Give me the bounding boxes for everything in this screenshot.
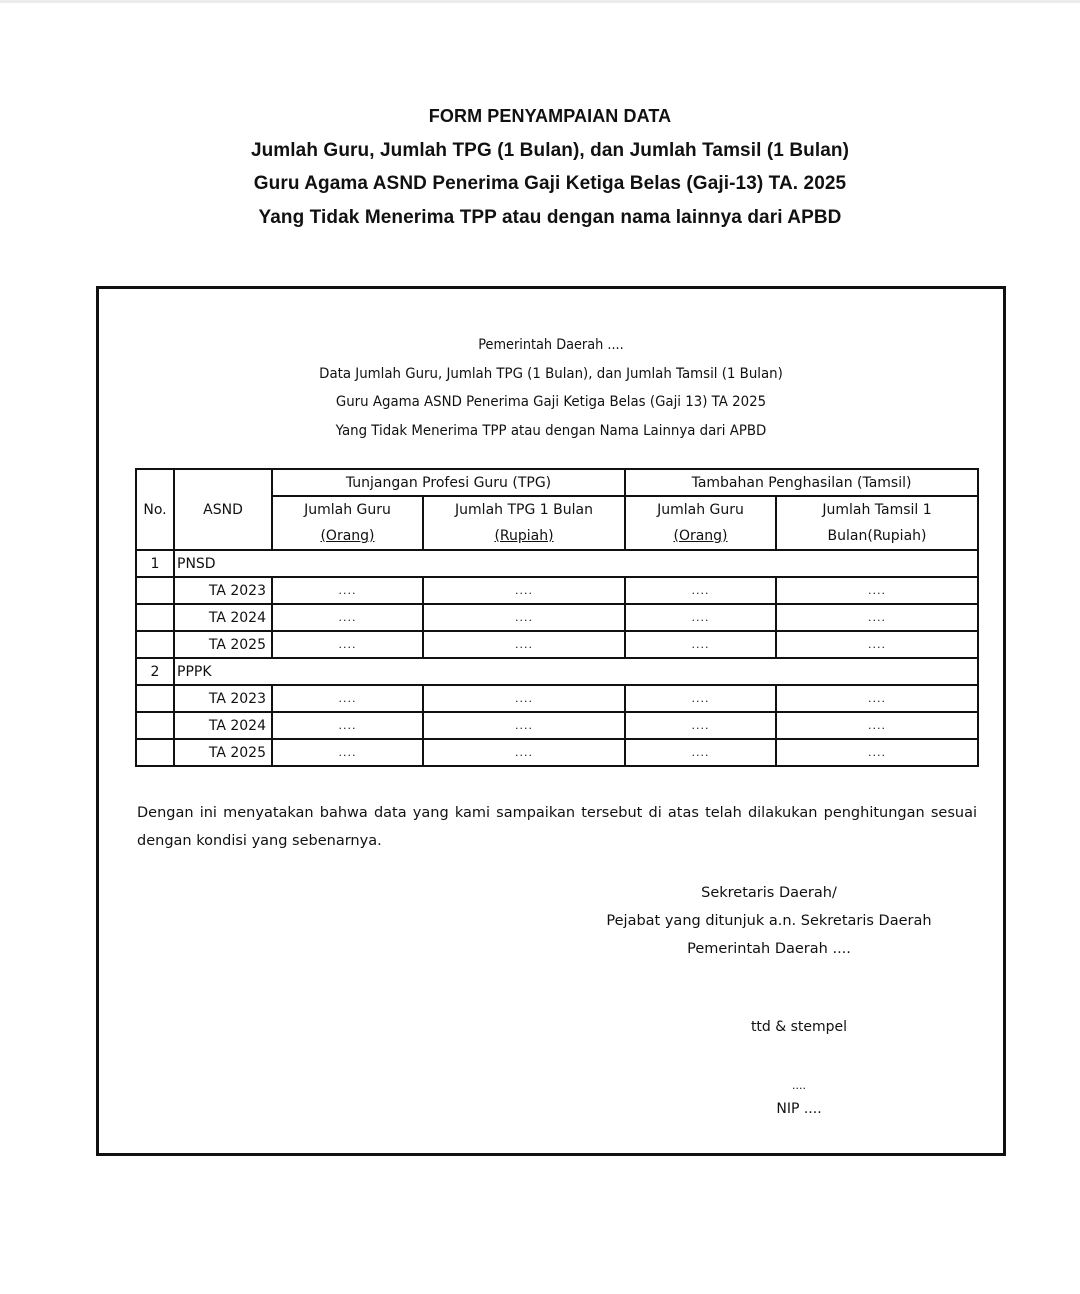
value-cell: .... bbox=[776, 604, 978, 631]
statement-text: Dengan ini menyatakan bahwa data yang kami sampaikan tersebut di atas telah dilakukan penghitungan sesuai dengan kondisi yang sebenarnya. bbox=[137, 805, 977, 849]
table-row bbox=[136, 577, 978, 604]
value-cell: .... bbox=[625, 577, 776, 604]
value-cell: .... bbox=[625, 685, 776, 712]
year-label: TA 2024 bbox=[174, 604, 272, 631]
value-cell: .... bbox=[423, 631, 625, 658]
value-cell: .... bbox=[272, 739, 423, 766]
value-cell: .... bbox=[272, 712, 423, 739]
document-header bbox=[0, 100, 1080, 234]
value-cell: .... bbox=[423, 685, 625, 712]
form-title-4: Yang Tidak Menerima TPP atau dengan Nama Lainnya dari APBD bbox=[335, 422, 767, 439]
tpg-amount-header: Jumlah TPG 1 Bulan (Rupiah) bbox=[423, 496, 625, 550]
year-label: TA 2025 bbox=[174, 739, 272, 766]
table-row bbox=[136, 712, 978, 739]
form-title-2: Data Jumlah Guru, Jumlah TPG (1 Bulan), dan Jumlah Tamsil (1 Bulan) bbox=[319, 365, 783, 382]
table-row bbox=[136, 631, 978, 658]
year-label: TA 2023 bbox=[174, 577, 272, 604]
group-tpg-header: Tunjangan Profesi Guru (TPG) bbox=[272, 469, 625, 496]
table-row bbox=[136, 739, 978, 766]
col-no-header: No. bbox=[136, 469, 174, 550]
tpg-guru-header: Jumlah Guru (Orang) bbox=[272, 496, 423, 550]
row-number: 1 bbox=[136, 550, 174, 577]
signature-line-3: Pemerintah Daerah .... bbox=[687, 941, 851, 957]
value-cell: .... bbox=[776, 685, 978, 712]
signature-line-1: Sekretaris Daerah/ bbox=[701, 885, 837, 901]
year-label: TA 2023 bbox=[174, 685, 272, 712]
row-number: 2 bbox=[136, 658, 174, 685]
value-cell: .... bbox=[423, 604, 625, 631]
form-title bbox=[135, 331, 967, 445]
value-cell: .... bbox=[776, 577, 978, 604]
tamsil-amount-header: Jumlah Tamsil 1 Bulan(Rupiah) bbox=[776, 496, 978, 550]
header-line-3: Guru Agama ASND Penerima Gaji Ketiga Belas (Gaji-13) TA. 2025 bbox=[253, 173, 847, 194]
top-divider bbox=[0, 0, 1080, 3]
value-cell: .... bbox=[272, 604, 423, 631]
table-row bbox=[136, 604, 978, 631]
nip-label: NIP .... bbox=[776, 1101, 822, 1117]
col-asnd-header: ASND bbox=[174, 469, 272, 550]
value-cell: .... bbox=[272, 631, 423, 658]
value-cell: .... bbox=[625, 739, 776, 766]
table-row bbox=[136, 685, 978, 712]
data-table bbox=[135, 468, 979, 767]
header-line-4: Yang Tidak Menerima TPP atau dengan nama lainnya dari APBD bbox=[258, 206, 842, 228]
header-line-2: Jumlah Guru, Jumlah TPG (1 Bulan), dan Jumlah Tamsil (1 Bulan) bbox=[250, 139, 850, 161]
group-tamsil-header: Tambahan Penghasilan (Tamsil) bbox=[625, 469, 978, 496]
year-label: TA 2025 bbox=[174, 631, 272, 658]
form-box bbox=[96, 286, 1006, 1156]
table-row-category bbox=[136, 658, 978, 685]
signature-block bbox=[569, 879, 969, 963]
tamsil-guru-header: Jumlah Guru (Orang) bbox=[625, 496, 776, 550]
value-cell: .... bbox=[776, 631, 978, 658]
category-label: PNSD bbox=[174, 550, 978, 577]
value-cell: .... bbox=[625, 631, 776, 658]
value-cell: .... bbox=[423, 712, 625, 739]
value-cell: .... bbox=[272, 685, 423, 712]
value-cell: .... bbox=[625, 712, 776, 739]
value-cell: .... bbox=[423, 577, 625, 604]
table-row-category bbox=[136, 550, 978, 577]
signature-line-2: Pejabat yang ditunjuk a.n. Sekretaris Daerah bbox=[606, 913, 932, 929]
year-label: TA 2024 bbox=[174, 712, 272, 739]
value-cell: .... bbox=[776, 739, 978, 766]
ttd-stempel: ttd & stempel bbox=[750, 1019, 848, 1035]
value-cell: .... bbox=[776, 712, 978, 739]
form-title-3: Guru Agama ASND Penerima Gaji Ketiga Belas (Gaji 13) TA 2025 bbox=[335, 394, 767, 410]
value-cell: .... bbox=[625, 604, 776, 631]
value-cell: .... bbox=[423, 739, 625, 766]
value-cell: .... bbox=[272, 577, 423, 604]
name-placeholder: .... bbox=[792, 1079, 806, 1092]
category-label: PPPK bbox=[174, 658, 978, 685]
form-title-1: Pemerintah Daerah .... bbox=[478, 337, 624, 353]
header-title: FORM PENYAMPAIAN DATA bbox=[428, 106, 672, 126]
